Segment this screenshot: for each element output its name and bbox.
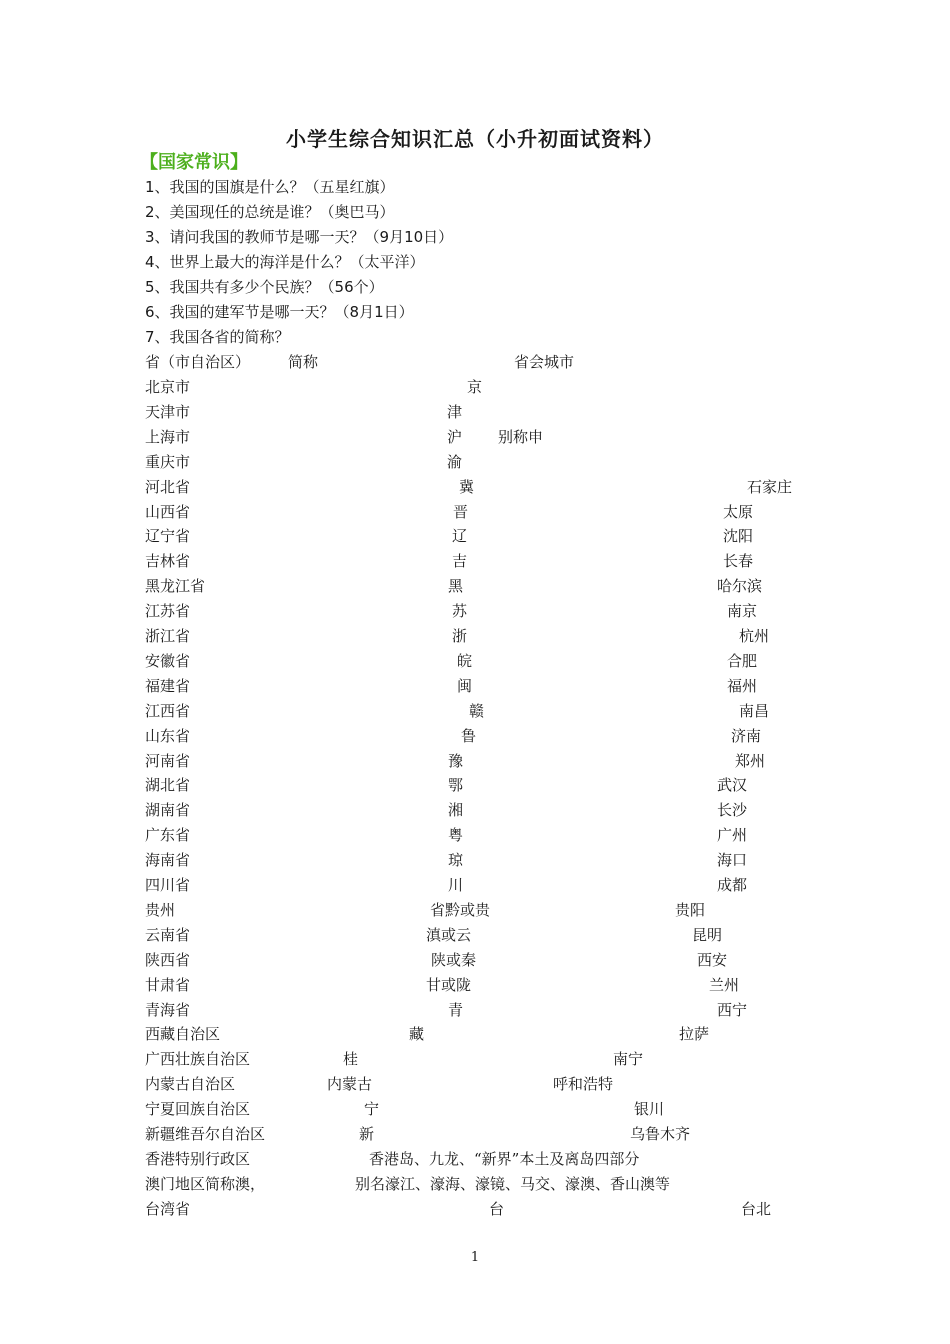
province-abbr: 甘或陇: [426, 975, 472, 994]
province-name: 河南省: [145, 751, 191, 770]
province-capital: 杭州: [739, 627, 770, 645]
province-capital: 济南: [731, 726, 762, 745]
province-name: 湖南省: [145, 801, 191, 820]
province-name: 吉林省: [145, 552, 191, 571]
province-capital: 贵阳: [675, 900, 706, 919]
province-name: 香港特别行政区: [145, 1149, 251, 1168]
province-name: 浙江省: [145, 627, 191, 645]
province-abbr: 内蒙古: [327, 1075, 373, 1094]
province-name: 云南省: [145, 925, 191, 944]
province-name: 北京市: [145, 378, 191, 396]
province-name: 山西省: [145, 502, 191, 521]
question-item: 1、我国的国旗是什么？（五星红旗）: [145, 178, 395, 196]
province-abbr: 津: [447, 402, 463, 421]
question-item: 3、请问我国的教师节是哪一天？（9月10日）: [145, 228, 454, 246]
province-abbr: 青: [448, 1000, 464, 1019]
province-name: 新疆维吾尔自治区: [145, 1125, 266, 1143]
province-capital: 乌鲁木齐: [630, 1125, 691, 1143]
province-abbr: 苏: [452, 602, 468, 621]
province-name: 青海省: [145, 1000, 191, 1019]
province-name: 天津市: [145, 402, 191, 421]
province-abbr: 渝: [447, 452, 463, 471]
province-capital: 武汉: [717, 776, 748, 795]
province-capital: 昆明: [692, 925, 723, 944]
province-abbr: 鄂: [448, 776, 464, 795]
province-abbr: 沪: [447, 427, 463, 446]
province-capital: 郑州: [735, 751, 766, 770]
province-name: 黑龙江省: [145, 577, 206, 596]
province-abbr: 豫: [448, 751, 464, 770]
province-abbr: 台: [489, 1199, 505, 1218]
province-abbr: 藏: [409, 1025, 425, 1044]
province-abbr: 冀: [459, 477, 475, 496]
header-abbr: 简称: [288, 353, 319, 371]
province-capital: 呼和浩特: [553, 1075, 614, 1094]
province-name: 福建省: [145, 676, 191, 695]
question-item: 2、美国现任的总统是谁？（奥巴马）: [145, 203, 395, 221]
province-capital: 拉萨: [679, 1025, 710, 1044]
province-capital: 南宁: [613, 1050, 644, 1069]
province-capital: 合肥: [727, 651, 758, 670]
province-capital: 广州: [717, 826, 748, 845]
province-name: 西藏自治区: [145, 1025, 221, 1044]
province-name: 重庆市: [145, 452, 191, 471]
province-abbr: 辽: [452, 527, 468, 546]
province-capital: 西宁: [717, 1000, 748, 1019]
province-abbr: 香港岛、九龙、“新界”本土及离岛四部分: [369, 1149, 640, 1168]
province-capital: 南昌: [739, 701, 770, 720]
province-name: 内蒙古自治区: [145, 1075, 236, 1094]
question-item: 5、我国共有多少个民族？（56个）: [145, 278, 384, 296]
province-capital: 兰州: [709, 975, 740, 994]
province-name: 澳门地区简称澳，: [145, 1174, 266, 1193]
province-abbr: 赣: [469, 701, 485, 720]
province-name: 陕西省: [145, 950, 191, 969]
province-name: 台湾省: [145, 1199, 191, 1218]
province-name: 辽宁省: [145, 527, 191, 546]
document-title: 小学生综合知识汇总（小升初面试资料）: [286, 127, 664, 151]
question-item: 4、世界上最大的海洋是什么？（太平洋）: [145, 253, 425, 271]
province-capital: 成都: [717, 876, 748, 894]
province-abbr: 湘: [448, 801, 464, 820]
province-abbr: 浙: [452, 627, 468, 645]
province-abbr: 陕或秦: [431, 950, 477, 969]
province-name: 宁夏回族自治区: [145, 1100, 251, 1119]
province-abbr: 皖: [457, 651, 473, 670]
province-name: 上海市: [145, 427, 191, 446]
province-abbr: 鲁: [461, 726, 477, 745]
header-capital: 省会城市: [514, 353, 575, 371]
province-capital: 石家庄: [747, 477, 793, 496]
province-capital: 别称申: [498, 427, 544, 446]
province-name: 山东省: [145, 726, 191, 745]
province-abbr: 粤: [448, 826, 464, 845]
province-name: 河北省: [145, 477, 191, 496]
province-abbr: 别名濠江、濠海、濠镜、马交、濠澳、香山澳等: [355, 1174, 671, 1193]
province-name: 江苏省: [145, 602, 191, 621]
province-capital: 长春: [723, 552, 754, 571]
province-abbr: 川: [448, 876, 464, 894]
province-abbr: 闽: [457, 676, 473, 695]
province-capital: 长沙: [717, 801, 748, 820]
province-abbr: 省黔或贵: [430, 900, 491, 919]
province-name: 江西省: [145, 701, 191, 720]
province-capital: 哈尔滨: [717, 577, 763, 596]
province-capital: 沈阳: [723, 527, 754, 546]
province-capital: 台北: [741, 1199, 772, 1218]
header-province: 省（市自治区）: [145, 353, 251, 371]
page-number: 1: [470, 1250, 480, 1265]
province-abbr: 晋: [453, 502, 469, 521]
province-name: 湖北省: [145, 776, 191, 795]
province-name: 贵州: [145, 900, 176, 919]
province-name: 广东省: [145, 826, 191, 845]
province-capital: 福州: [727, 676, 758, 695]
province-name: 广西壮族自治区: [145, 1050, 251, 1069]
province-abbr: 新: [359, 1125, 375, 1143]
province-capital: 海口: [717, 851, 748, 870]
province-name: 海南省: [145, 851, 191, 870]
province-abbr: 宁: [364, 1100, 380, 1119]
province-name: 四川省: [145, 876, 191, 894]
section-heading: 【国家常识】: [140, 152, 248, 173]
province-abbr: 琼: [448, 851, 464, 870]
province-capital: 西安: [697, 950, 728, 969]
question-item: 7、我国各省的简称？: [145, 328, 290, 346]
question-item: 6、我国的建军节是哪一天？（8月1日）: [145, 303, 414, 321]
province-capital: 银川: [634, 1100, 665, 1119]
province-abbr: 京: [467, 378, 483, 396]
province-capital: 南京: [727, 602, 758, 621]
province-name: 安徽省: [145, 651, 191, 670]
province-abbr: 滇或云: [426, 925, 472, 944]
province-abbr: 黑: [448, 577, 464, 596]
province-abbr: 桂: [343, 1050, 359, 1069]
province-abbr: 吉: [452, 552, 468, 571]
province-capital: 太原: [723, 502, 754, 521]
province-name: 甘肃省: [145, 975, 191, 994]
